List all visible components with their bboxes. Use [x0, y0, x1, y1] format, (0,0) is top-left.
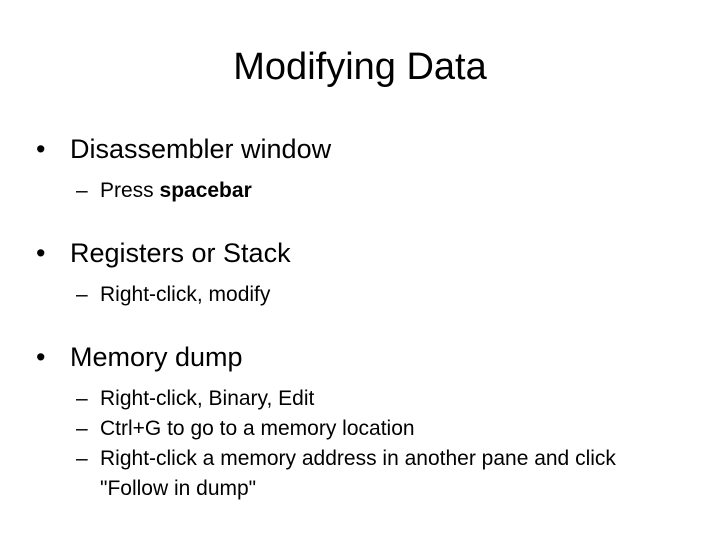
sub-bullet-item: [36, 444, 686, 504]
dash-icon: –: [76, 447, 88, 470]
sub-bullet-item: [36, 384, 686, 414]
bullet-text: Registers or Stack: [70, 238, 291, 268]
sub-bullet-text: Right-click, modify: [100, 283, 271, 306]
sub-bullet-text: Ctrl+G to go to a memory location: [100, 417, 415, 440]
bullet-item: [36, 338, 686, 376]
sub-bullet-item: [36, 176, 686, 206]
bullet-item: [36, 234, 686, 272]
bullet-text: Memory dump: [70, 342, 243, 372]
bullet-group: [36, 234, 686, 310]
dash-icon: –: [76, 387, 88, 410]
slide-title: Modifying Data: [233, 46, 487, 88]
dash-icon: –: [76, 179, 88, 202]
bullet-icon: •: [36, 238, 46, 268]
slide-body: [36, 130, 686, 510]
bullet-group: [36, 338, 686, 504]
sub-bullet-bold-text: spacebar: [159, 179, 252, 202]
sub-bullet-text: Right-click, Binary, Edit: [100, 387, 315, 410]
sub-bullet-text: Press: [100, 179, 160, 202]
bullet-icon: •: [36, 342, 46, 372]
dash-icon: –: [76, 283, 88, 306]
bullet-text: Disassembler window: [70, 134, 332, 164]
sub-bullet-item: [36, 414, 686, 444]
bullet-item: [36, 130, 686, 168]
sub-bullet-text: Right-click a memory address in another pane and click "Follow in dump": [100, 447, 616, 500]
bullet-group: [36, 130, 686, 206]
dash-icon: –: [76, 417, 88, 440]
bullet-icon: •: [36, 134, 46, 164]
sub-bullet-item: [36, 280, 686, 310]
